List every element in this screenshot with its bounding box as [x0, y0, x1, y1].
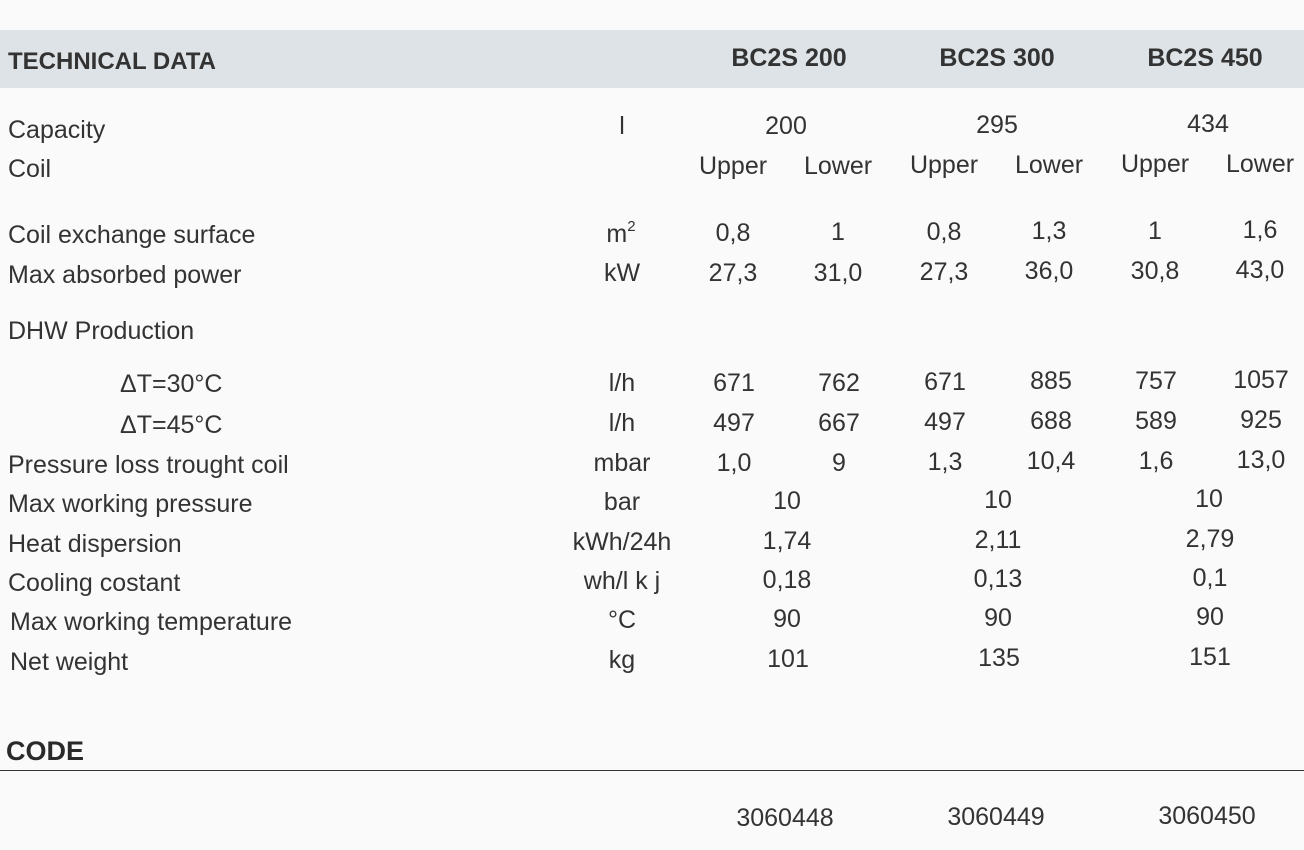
- coil-value: Lower: [1014, 151, 1084, 179]
- max-temp-value: 90: [1196, 603, 1224, 631]
- dt30-value: 885: [1030, 367, 1072, 395]
- coil-surface-value: 1,3: [1031, 217, 1067, 245]
- model-header-3: BC2S 450: [1147, 44, 1263, 72]
- net-weight-value: 135: [978, 644, 1020, 672]
- unit-dt30: l/h: [608, 369, 636, 397]
- row-label-pressure-loss: Pressure loss trought coil: [8, 451, 289, 479]
- max-temp-value: 90: [773, 605, 801, 633]
- heat-dispersion-value: 2,79: [1185, 525, 1235, 553]
- dt45-value: 497: [924, 408, 966, 436]
- unit-coil-surface: $m^2$: [606, 218, 636, 248]
- coil-surface-value: 0,8: [715, 219, 751, 247]
- max-power-value: 27,3: [708, 259, 758, 287]
- coil-value: Upper: [1120, 150, 1190, 178]
- code-value: 3060449: [947, 803, 1045, 831]
- row-label-dhw: DHW Production: [8, 317, 195, 345]
- unit-cooling: wh/l k j: [583, 567, 661, 595]
- model-header-2: BC2S 300: [939, 44, 1055, 72]
- cooling-value: 0,18: [762, 566, 812, 594]
- dt45-value: 589: [1135, 407, 1177, 435]
- row-label-cooling: Cooling costant: [8, 569, 181, 597]
- max-power-value: 27,3: [919, 258, 969, 286]
- pressure-loss-value: 1,0: [716, 449, 752, 477]
- model-header-1: BC2S 200: [731, 44, 847, 72]
- max-pressure-value: 10: [773, 487, 801, 515]
- capacity-value: 200: [765, 112, 807, 140]
- max-temp-value: 90: [984, 604, 1012, 632]
- dt45-value: 688: [1030, 407, 1072, 435]
- max-power-value: 43,0: [1235, 256, 1285, 284]
- coil-value: Upper: [698, 152, 768, 180]
- code-value: 3060450: [1158, 802, 1256, 830]
- unit-max-pressure: bar: [603, 488, 641, 516]
- max-pressure-value: 10: [1195, 485, 1223, 513]
- dt30-value: 1057: [1233, 366, 1289, 394]
- coil-value: Upper: [909, 151, 979, 179]
- row-label-coil: Coil: [8, 155, 52, 183]
- row-label-coil-surface: Coil exchange surface: [8, 221, 256, 249]
- row-label-capacity: Capacity: [8, 116, 106, 144]
- max-power-value: 36,0: [1024, 257, 1074, 285]
- cooling-value: 0,13: [973, 565, 1023, 593]
- max-pressure-value: 10: [984, 486, 1012, 514]
- row-label-dt45: ΔT=45°C: [120, 411, 223, 439]
- net-weight-value: 101: [767, 645, 809, 673]
- coil-surface-value: 1,6: [1242, 216, 1278, 244]
- pressure-loss-value: 13,0: [1236, 446, 1286, 474]
- dt30-value: 671: [924, 368, 966, 396]
- max-power-value: 30,8: [1130, 257, 1180, 285]
- code-title: CODE: [6, 736, 85, 766]
- unit-heat-dispersion: kWh/24h: [572, 528, 672, 556]
- unit-pressure-loss: mbar: [593, 449, 651, 477]
- max-power-value: 31,0: [813, 259, 863, 287]
- coil-surface-value: 0,8: [926, 218, 962, 246]
- unit-dt45: l/h: [608, 409, 636, 437]
- row-label-max-power: Max absorbed power: [8, 261, 242, 289]
- table-title: TECHNICAL DATA: [8, 48, 216, 75]
- dt30-value: 762: [818, 369, 860, 397]
- row-label-max-pressure: Max working pressure: [8, 490, 253, 518]
- coil-value: Lower: [803, 152, 873, 180]
- row-label-heat-dispersion: Heat dispersion: [8, 530, 182, 558]
- row-label-net-weight: Net weight: [10, 648, 129, 676]
- code-divider: [0, 770, 1304, 771]
- cooling-value: 0,1: [1192, 564, 1228, 592]
- unit-net-weight: kg: [608, 646, 636, 674]
- row-label-dt30: ΔT=30°C: [120, 370, 223, 398]
- coil-surface-value: 1: [1148, 217, 1162, 245]
- net-weight-value: 151: [1189, 643, 1231, 671]
- dt30-value: 671: [713, 369, 755, 397]
- code-value: 3060448: [736, 804, 834, 832]
- heat-dispersion-value: 1,74: [762, 527, 812, 555]
- dt45-value: 925: [1240, 406, 1282, 434]
- row-label-max-temp: Max working temperature: [10, 608, 293, 636]
- pressure-loss-value: 1,3: [927, 448, 963, 476]
- dt45-value: 667: [818, 409, 860, 437]
- pressure-loss-value: 1,6: [1138, 447, 1174, 475]
- pressure-loss-value: 10,4: [1026, 447, 1076, 475]
- heat-dispersion-value: 2,11: [974, 526, 1022, 554]
- coil-value: Lower: [1225, 150, 1295, 178]
- coil-surface-value: 1: [831, 218, 845, 246]
- capacity-value: 295: [976, 111, 1018, 139]
- unit-capacity: l: [619, 112, 625, 140]
- dt30-value: 757: [1135, 367, 1177, 395]
- capacity-value: 434: [1187, 110, 1229, 138]
- unit-max-power: kW: [603, 259, 641, 287]
- pressure-loss-value: 9: [832, 449, 846, 477]
- dt45-value: 497: [713, 409, 755, 437]
- unit-max-temp: °C: [607, 606, 637, 634]
